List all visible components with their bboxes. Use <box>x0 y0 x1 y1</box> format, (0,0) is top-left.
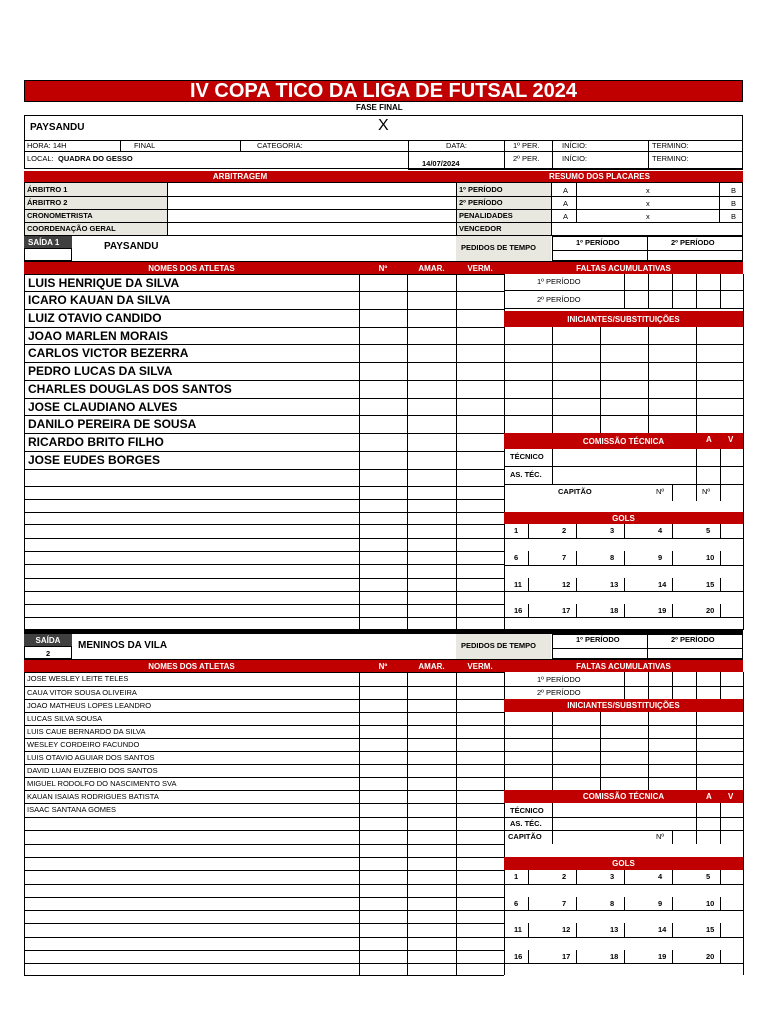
termino-label-2: TERMINO: <box>652 154 689 163</box>
team2-gol-15: 15 <box>706 925 715 934</box>
team2-tecnico-label: TÉCNICO <box>510 806 544 815</box>
team2-gol-20: 20 <box>706 952 715 961</box>
placar-a-3: A <box>563 212 569 221</box>
placar-x-2: x <box>646 199 650 208</box>
team2-gol-6: 6 <box>514 899 519 908</box>
phase-label: FASE FINAL <box>356 103 403 112</box>
team2-num-header: Nº <box>359 660 407 672</box>
arbitragem-header: ARBITRAGEM <box>24 171 456 182</box>
placar-b-2: B <box>731 199 737 208</box>
team2-gol-13: 13 <box>610 925 619 934</box>
team2-gol-2: 2 <box>562 872 567 881</box>
placar-x-3: x <box>646 212 650 221</box>
team2-player-5: LUIS CAUE BERNARDO DA SILVA <box>27 726 146 736</box>
team1-astec-label: AS. TÉC. <box>510 470 542 479</box>
team1-gol-15: 15 <box>706 580 715 589</box>
team2-capitao-label: CAPITÃO <box>508 832 542 841</box>
team2-gol-16: 16 <box>514 952 523 961</box>
team1-gol-14: 14 <box>658 580 667 589</box>
team1-gol-10: 10 <box>706 553 715 562</box>
team1-gol-19: 19 <box>658 606 667 615</box>
placar-vencedor: VENCEDOR <box>459 224 502 233</box>
inicio-label-1: INÍCIO: <box>562 141 588 150</box>
coordenacao-label: COORDENAÇÃO GERAL <box>27 224 116 233</box>
team2-gol-19: 19 <box>658 952 667 961</box>
data-label: DATA: <box>446 141 467 150</box>
team1-periodo2: 2º PERÍODO <box>671 238 715 247</box>
team1-comissao-a: A <box>706 435 712 444</box>
team1-gols-header: GOLS <box>504 512 743 524</box>
team2-gol-12: 12 <box>562 925 571 934</box>
team1-gol-12: 12 <box>562 580 571 589</box>
inicio-label-2: INÍCIO: <box>562 154 588 163</box>
team1-capitao-num-2: Nº <box>702 487 711 496</box>
team1-pedidos-label: PEDIDOS DE TEMPO <box>461 243 537 252</box>
categoria-label: CATEGORIA: <box>257 141 303 150</box>
team1-player-5: CARLOS VICTOR BEZERRA <box>28 346 189 360</box>
team1-player-11: JOSE EUDES BORGES <box>28 453 161 467</box>
per2-label: 2º PER. <box>513 154 540 163</box>
team1-gol-17: 17 <box>562 606 571 615</box>
placar-x-1: x <box>646 186 650 195</box>
team2-periodo1: 1º PERÍODO <box>576 635 620 644</box>
team1-player-4: JOAO MARLEN MORAIS <box>28 328 169 343</box>
team1-gol-4: 4 <box>658 526 663 535</box>
per1-label: 1º PER. <box>513 141 540 150</box>
placar-periodo2: 2º PERÍODO <box>459 198 503 207</box>
team1-tecnico-label: TÉCNICO <box>510 452 544 461</box>
team1-gol-7: 7 <box>562 553 567 562</box>
team2-capitao-num: Nº <box>656 832 665 841</box>
team1-player-3: LUIZ OTAVIO CANDIDO <box>28 311 162 325</box>
team1-gol-18: 18 <box>610 606 619 615</box>
cronometrista-label: CRONOMETRISTA <box>27 211 93 220</box>
team1-player-6: PEDRO LUCAS DA SILVA <box>28 364 173 378</box>
team2-player-9: MIGUEL RODOLFO DO NASCIMENTO SVA <box>27 778 177 788</box>
home-team-title: PAYSANDU <box>30 122 85 133</box>
team2-amar-header: AMAR. <box>407 660 456 672</box>
team1-num-header: Nº <box>359 262 407 274</box>
team2-name: MENINOS DA VILA <box>78 640 168 651</box>
saida1-label: SAÍDA 1 <box>24 236 72 248</box>
team2-gols-header: GOLS <box>504 857 743 870</box>
team1-gol-11: 11 <box>514 580 522 589</box>
placar-a-2: A <box>563 199 569 208</box>
team2-astec-label: AS. TÉC. <box>510 819 542 828</box>
team1-faltas-p2: 2º PERÍODO <box>537 295 581 304</box>
title-bar <box>24 80 743 102</box>
team1-faltas-p1: 1º PERÍODO <box>537 277 581 286</box>
team2-pedidos-label: PEDIDOS DE TEMPO <box>461 641 537 650</box>
team2-gol-1: 1 <box>514 872 519 881</box>
team1-gol-2: 2 <box>562 526 567 535</box>
team1-player-10: RICARDO BRITO FILHO <box>28 435 164 449</box>
team2-player-1: JOSE WESLEY LEITE TELES <box>27 674 129 683</box>
team1-capitao-label: CAPITÃO <box>558 487 592 496</box>
team2-player-10: KAUAN ISAIAS RODRIGUES BATISTA <box>27 791 159 801</box>
arbitro2-label: ÁRBITRO 2 <box>27 198 68 207</box>
team1-gol-13: 13 <box>610 580 619 589</box>
team2-gol-14: 14 <box>658 925 667 934</box>
team2-faltas-p1: 1º PERÍODO <box>537 675 581 684</box>
team1-player-8: JOSE CLAUDIANO ALVES <box>28 399 178 414</box>
local-label: LOCAL: <box>27 154 54 163</box>
arbitro1-label: ÁRBITRO 1 <box>27 185 68 194</box>
team2-player-6: WESLEY CORDEIRO FACUNDO <box>27 739 140 749</box>
saida2-number: 2 <box>46 649 51 658</box>
team2-gol-5: 5 <box>706 872 711 881</box>
team1-gol-1: 1 <box>514 526 519 535</box>
team1-player-2: ICARO KAUAN DA SILVA <box>28 293 171 307</box>
saida2-label: SAÍDA <box>24 634 72 646</box>
team2-iniciantes-header: INICIANTES/SUBSTITUIÇÕES <box>504 699 743 712</box>
team2-nomes-header: NOMES DOS ATLETAS <box>24 660 359 672</box>
team1-comissao-header: COMISSÃO TÉCNICA <box>504 433 743 449</box>
team2-faltas-p2: 2º PERÍODO <box>537 688 581 697</box>
final-label: FINAL <box>134 141 156 150</box>
team1-gol-20: 20 <box>706 606 715 615</box>
team1-gol-9: 9 <box>658 553 663 562</box>
team2-gol-9: 9 <box>658 899 663 908</box>
placar-a-1: A <box>563 186 569 195</box>
team2-gol-3: 3 <box>610 872 615 881</box>
placares-header: RESUMO DOS PLACARES <box>456 171 743 182</box>
team1-faltas-header: FALTAS ACUMULATIVAS <box>504 262 743 274</box>
team1-periodo1: 1º PERÍODO <box>576 238 620 247</box>
team1-name: PAYSANDU <box>104 241 159 252</box>
termino-label-1: TERMINO: <box>652 141 689 150</box>
team2-comissao-a: A <box>706 792 712 801</box>
team2-player-2: CAUA VITOR SOUSA OLIVEIRA <box>27 687 137 697</box>
team2-player-8: DAVID LUAN EUZEBIO DOS SANTOS <box>27 765 158 775</box>
page-title: IV COPA TICO DA LIGA DE FUTSAL 2024 <box>189 79 578 102</box>
team1-gol-8: 8 <box>610 553 615 562</box>
team2-gol-18: 18 <box>610 952 619 961</box>
placar-b-3: B <box>731 212 737 221</box>
team1-player-9: DANILO PEREIRA DE SOUSA <box>28 417 197 431</box>
team1-comissao-v: V <box>728 435 734 444</box>
team2-verm-header: VERM. <box>456 660 504 672</box>
data-value: 14/07/2024 <box>422 159 460 168</box>
placar-penalidades: PENALIDADES <box>459 211 513 220</box>
team1-verm-header: VERM. <box>456 262 504 274</box>
team2-comissao-v: V <box>728 792 734 801</box>
team2-faltas-header: FALTAS ACUMULATIVAS <box>504 660 743 672</box>
team2-gol-4: 4 <box>658 872 663 881</box>
team2-comissao-header: COMISSÃO TÉCNICA <box>504 790 743 803</box>
team1-gol-16: 16 <box>514 606 523 615</box>
placar-periodo1: 1º PERÍODO <box>459 185 503 194</box>
team2-gol-7: 7 <box>562 899 567 908</box>
team2-player-7: LUIS OTAVIO AGUIAR DOS SANTOS <box>27 752 155 762</box>
team1-gol-5: 5 <box>706 526 711 535</box>
team1-player-7: CHARLES DOUGLAS DOS SANTOS <box>28 382 232 396</box>
team2-gol-8: 8 <box>610 899 615 908</box>
team2-gol-17: 17 <box>562 952 571 961</box>
hora-label: HORA: 14H <box>27 141 67 150</box>
team1-amar-header: AMAR. <box>407 262 456 274</box>
team2-gol-10: 10 <box>706 899 715 908</box>
team2-player-11: ISAAC SANTANA GOMES <box>27 805 117 814</box>
team1-gol-6: 6 <box>514 553 519 562</box>
vs-mark: X <box>378 117 389 134</box>
team1-player-1: LUIS HENRIQUE DA SILVA <box>28 275 180 290</box>
team1-capitao-num-1: Nº <box>656 487 665 496</box>
team1-iniciantes-header: INICIANTES/SUBSTITUIÇÕES <box>504 311 743 327</box>
team1-gol-3: 3 <box>610 526 615 535</box>
team1-nomes-header: NOMES DOS ATLETAS <box>24 262 359 274</box>
team2-player-3: JOAO MATHEUS LOPES LEANDRO <box>27 700 152 710</box>
placar-b-1: B <box>731 186 737 195</box>
team2-periodo2: 2º PERÍODO <box>671 635 715 644</box>
team2-player-4: LUCAS SILVA SOUSA <box>27 713 103 723</box>
team2-gol-11: 11 <box>514 925 522 934</box>
local-value: QUADRA DO GESSO <box>58 154 133 163</box>
